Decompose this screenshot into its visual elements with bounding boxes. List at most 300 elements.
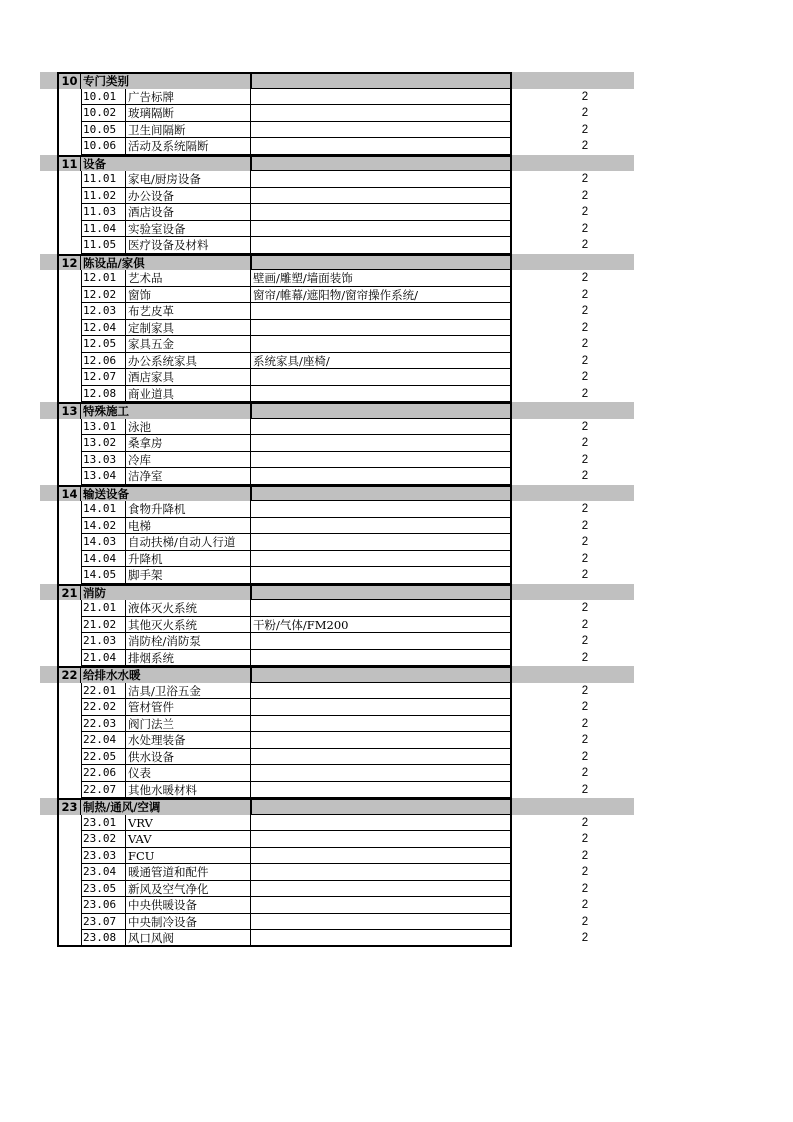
item-note: [250, 930, 512, 947]
item-row: [40, 914, 634, 931]
item-name: 广告标牌: [126, 89, 250, 106]
item-value: 2: [581, 470, 589, 482]
item-note: [250, 204, 512, 221]
row-indent-cell: [57, 501, 81, 518]
row-indent-cell: [57, 699, 81, 716]
item-value: 2: [581, 371, 589, 383]
item-row: [40, 765, 634, 782]
item-name: 酒店家具: [126, 369, 250, 386]
row-indent-cell: [57, 831, 81, 848]
item-code: 23.08: [81, 930, 126, 947]
item-note: [250, 221, 512, 238]
item-code: 23.03: [81, 848, 126, 865]
item-name: 消防栓/消防泵: [126, 633, 250, 650]
item-name: 卫生间隔断: [126, 122, 250, 139]
item-code: 12.07: [81, 369, 126, 386]
item-note: [250, 501, 512, 518]
item-value: 2: [581, 899, 589, 911]
row-indent-cell: [57, 89, 81, 106]
item-row: [40, 468, 634, 485]
item-note: [250, 831, 512, 848]
item-name: 艺术品: [126, 270, 250, 287]
category-title: 消防: [81, 584, 252, 601]
item-value: 2: [581, 552, 589, 565]
item-code: 10.06: [81, 138, 126, 155]
item-code: 12.01: [81, 270, 126, 287]
item-value: 2: [581, 387, 589, 400]
item-row: [40, 617, 634, 634]
item-name: VRV: [126, 815, 250, 832]
row-indent-cell: [57, 204, 81, 221]
item-value: 2: [581, 288, 589, 301]
row-indent-cell: [57, 897, 81, 914]
item-row: [40, 287, 634, 304]
item-row: [40, 336, 634, 353]
item-note: [250, 716, 512, 733]
row-indent-cell: [57, 468, 81, 485]
row-indent-cell: [57, 567, 81, 584]
item-row: [40, 683, 634, 700]
item-note: 干粉/气体/FM200: [250, 617, 512, 634]
item-value: 2: [581, 453, 589, 466]
row-indent-cell: [57, 237, 81, 254]
item-code: 23.05: [81, 881, 126, 898]
item-name: 泳池: [126, 419, 250, 436]
row-indent-cell: [57, 881, 81, 898]
row-indent-cell: [57, 287, 81, 304]
item-row: [40, 567, 634, 584]
item-note: [250, 864, 512, 881]
category-note-cell: [250, 155, 512, 172]
category-row: [40, 155, 634, 172]
item-name: 洁具/卫浴五金: [126, 683, 250, 700]
item-row: [40, 518, 634, 535]
row-indent-cell: [57, 270, 81, 287]
item-code: 12.06: [81, 353, 126, 370]
item-row: [40, 386, 634, 403]
item-code: 13.02: [81, 435, 126, 452]
item-code: 22.03: [81, 716, 126, 733]
category-number: 21: [57, 584, 81, 601]
item-value: 2: [581, 321, 589, 334]
item-value: 2: [581, 140, 589, 152]
item-name: 定制家具: [126, 320, 250, 337]
item-name: 阀门法兰: [126, 716, 250, 733]
item-row: [40, 435, 634, 452]
category-title: 制热/通风/空调: [81, 798, 252, 815]
item-note: [250, 518, 512, 535]
item-note: [250, 551, 512, 568]
item-code: 14.01: [81, 501, 126, 518]
item-note: [250, 881, 512, 898]
item-row: [40, 782, 634, 799]
category-note-cell: [250, 584, 512, 601]
item-value: 2: [581, 354, 589, 367]
item-row: [40, 732, 634, 749]
row-indent-cell: [57, 551, 81, 568]
category-note-cell: [250, 666, 512, 683]
item-code: 12.08: [81, 386, 126, 403]
category-note-cell: [250, 798, 512, 815]
item-note: [250, 419, 512, 436]
item-note: [250, 534, 512, 551]
item-note: [250, 336, 512, 353]
item-code: 22.07: [81, 782, 126, 799]
row-indent-cell: [57, 914, 81, 931]
item-note: [250, 320, 512, 337]
item-note: [250, 303, 512, 320]
item-value: 2: [581, 816, 589, 829]
item-row: [40, 633, 634, 650]
item-value: 2: [581, 503, 589, 515]
item-name: 实验室设备: [126, 221, 250, 238]
row-indent-cell: [57, 369, 81, 386]
category-number: 11: [57, 155, 81, 172]
item-value: 2: [581, 519, 589, 532]
item-code: 22.05: [81, 749, 126, 766]
row-indent-cell: [57, 864, 81, 881]
item-code: 11.05: [81, 237, 126, 254]
item-value: 2: [581, 750, 589, 763]
item-note: 窗帘/帷幕/遮阳物/窗帘操作系统/: [250, 287, 512, 304]
item-note: [250, 452, 512, 469]
item-value: 2: [581, 420, 589, 433]
item-name: 医疗设备及材料: [126, 237, 250, 254]
category-row: [40, 72, 634, 89]
item-value: 2: [581, 206, 589, 218]
item-note: [250, 89, 512, 106]
item-name: 洁净室: [126, 468, 250, 485]
item-code: 11.01: [81, 171, 126, 188]
item-note: [250, 782, 512, 799]
item-note: [250, 765, 512, 782]
item-code: 11.04: [81, 221, 126, 238]
item-note: [250, 386, 512, 403]
row-indent-cell: [57, 221, 81, 238]
item-note: [250, 732, 512, 749]
item-value: 2: [581, 618, 589, 631]
item-note: [250, 848, 512, 865]
item-row: [40, 864, 634, 881]
item-name: 管材管件: [126, 699, 250, 716]
item-code: 10.05: [81, 122, 126, 139]
item-note: [250, 650, 512, 667]
item-name: VAV: [126, 831, 250, 848]
item-note: [250, 188, 512, 205]
row-indent-cell: [57, 633, 81, 650]
item-code: 14.02: [81, 518, 126, 535]
item-name: 暖通管道和配件: [126, 864, 250, 881]
row-indent-cell: [57, 765, 81, 782]
item-note: [250, 435, 512, 452]
row-indent-cell: [57, 716, 81, 733]
item-code: 22.02: [81, 699, 126, 716]
category-number: 22: [57, 666, 81, 683]
item-code: 21.01: [81, 600, 126, 617]
item-row: [40, 188, 634, 205]
item-name: FCU: [126, 848, 250, 865]
row-indent-cell: [57, 353, 81, 370]
row-indent-cell: [57, 435, 81, 452]
row-indent-cell: [57, 650, 81, 667]
item-name: 其他水暖材料: [126, 782, 250, 799]
row-indent-cell: [57, 732, 81, 749]
item-name: 家电/厨房设备: [126, 171, 250, 188]
item-code: 12.05: [81, 336, 126, 353]
item-note: [250, 600, 512, 617]
item-name: 办公系统家具: [126, 353, 250, 370]
category-number: 12: [57, 254, 81, 271]
item-code: 13.01: [81, 419, 126, 436]
row-indent-cell: [57, 749, 81, 766]
item-value: 2: [581, 651, 589, 664]
item-name: 商业道具: [126, 386, 250, 403]
item-row: [40, 650, 634, 667]
item-row: [40, 419, 634, 436]
item-code: 23.04: [81, 864, 126, 881]
item-name: 办公设备: [126, 188, 250, 205]
item-row: [40, 138, 634, 155]
item-name: 升降机: [126, 551, 250, 568]
item-code: 10.01: [81, 89, 126, 106]
category-row: [40, 666, 634, 683]
item-code: 21.03: [81, 633, 126, 650]
item-row: [40, 534, 634, 551]
row-indent-cell: [57, 122, 81, 139]
item-name: 玻璃隔断: [126, 105, 250, 122]
item-code: 12.04: [81, 320, 126, 337]
item-row: [40, 237, 634, 254]
row-indent-cell: [57, 419, 81, 436]
row-indent-cell: [57, 105, 81, 122]
item-name: 冷库: [126, 452, 250, 469]
item-note: [250, 683, 512, 700]
item-value: 2: [581, 684, 589, 697]
item-row: [40, 171, 634, 188]
item-code: 11.02: [81, 188, 126, 205]
item-value: 2: [581, 189, 589, 202]
row-indent-cell: [57, 171, 81, 188]
item-code: 23.01: [81, 815, 126, 832]
item-name: 仪表: [126, 765, 250, 782]
item-code: 11.03: [81, 204, 126, 221]
row-indent-cell: [57, 600, 81, 617]
row-indent-cell: [57, 452, 81, 469]
item-value: 2: [581, 866, 589, 878]
item-value: 2: [581, 915, 589, 928]
item-value: 2: [581, 717, 589, 730]
item-note: [250, 369, 512, 386]
item-value: 2: [581, 173, 589, 185]
item-note: [250, 567, 512, 584]
item-name: 电梯: [126, 518, 250, 535]
item-code: 23.06: [81, 897, 126, 914]
item-note: 壁画/雕塑/墙面装饰: [250, 270, 512, 287]
item-row: [40, 303, 634, 320]
item-code: 12.03: [81, 303, 126, 320]
item-row: [40, 716, 634, 733]
row-indent-cell: [57, 534, 81, 551]
item-value: 2: [581, 635, 589, 647]
item-name: 活动及系统隔断: [126, 138, 250, 155]
item-code: 22.06: [81, 765, 126, 782]
category-row: [40, 584, 634, 601]
item-name: 桑拿房: [126, 435, 250, 452]
category-note-cell: [250, 485, 512, 502]
item-row: [40, 930, 634, 947]
row-indent-cell: [57, 518, 81, 535]
item-row: [40, 848, 634, 865]
item-value: 2: [581, 569, 589, 581]
item-note: [250, 815, 512, 832]
item-code: 22.04: [81, 732, 126, 749]
item-row: [40, 600, 634, 617]
category-number: 10: [57, 72, 81, 89]
item-value: 2: [581, 849, 589, 862]
item-row: [40, 815, 634, 832]
category-title: 陈设品/家俱: [81, 254, 252, 271]
item-code: 14.05: [81, 567, 126, 584]
category-number: 14: [57, 485, 81, 502]
category-title: 特殊施工: [81, 402, 252, 419]
item-name: 脚手架: [126, 567, 250, 584]
row-indent-cell: [57, 386, 81, 403]
item-value: 2: [581, 90, 589, 103]
item-note: 系统家具/座椅/: [250, 353, 512, 370]
item-value: 2: [581, 882, 589, 895]
row-indent-cell: [57, 303, 81, 320]
item-name: 风口风阀: [126, 930, 250, 947]
item-row: [40, 452, 634, 469]
category-row: [40, 402, 634, 419]
item-name: 液体灭火系统: [126, 600, 250, 617]
item-note: [250, 914, 512, 931]
item-value: 2: [581, 783, 589, 796]
category-number: 13: [57, 402, 81, 419]
item-note: [250, 122, 512, 139]
item-name: 窗饰: [126, 287, 250, 304]
item-note: [250, 138, 512, 155]
category-number: 23: [57, 798, 81, 815]
item-value: 2: [581, 222, 589, 235]
row-indent-cell: [57, 138, 81, 155]
row-indent-cell: [57, 320, 81, 337]
category-title: 专门类别: [81, 72, 252, 89]
item-code: 14.04: [81, 551, 126, 568]
item-name: 家具五金: [126, 336, 250, 353]
item-value: 2: [581, 701, 589, 713]
item-value: 2: [581, 123, 589, 136]
item-row: [40, 89, 634, 106]
item-name: 中央制冷设备: [126, 914, 250, 931]
item-code: 10.02: [81, 105, 126, 122]
item-value: 2: [581, 734, 589, 746]
item-value: 2: [581, 239, 589, 251]
item-value: 2: [581, 932, 589, 944]
item-row: [40, 353, 634, 370]
item-name: 酒店设备: [126, 204, 250, 221]
item-note: [250, 105, 512, 122]
item-code: 21.02: [81, 617, 126, 634]
item-note: [250, 749, 512, 766]
item-name: 其他灭火系统: [126, 617, 250, 634]
item-code: 21.04: [81, 650, 126, 667]
item-name: 排烟系统: [126, 650, 250, 667]
item-row: [40, 897, 634, 914]
item-note: [250, 171, 512, 188]
item-name: 自动扶梯/自动人行道: [126, 534, 250, 551]
item-value: 2: [581, 437, 589, 449]
item-code: 14.03: [81, 534, 126, 551]
item-note: [250, 237, 512, 254]
item-code: 22.01: [81, 683, 126, 700]
item-note: [250, 633, 512, 650]
item-row: [40, 699, 634, 716]
item-name: 供水设备: [126, 749, 250, 766]
item-code: 13.03: [81, 452, 126, 469]
row-indent-cell: [57, 815, 81, 832]
item-row: [40, 881, 634, 898]
category-title: 输送设备: [81, 485, 252, 502]
item-row: [40, 221, 634, 238]
item-row: [40, 369, 634, 386]
row-indent-cell: [57, 782, 81, 799]
row-indent-cell: [57, 336, 81, 353]
item-row: [40, 320, 634, 337]
item-row: [40, 122, 634, 139]
item-row: [40, 270, 634, 287]
item-name: 新风及空气净化: [126, 881, 250, 898]
item-value: 2: [581, 536, 589, 548]
item-note: [250, 699, 512, 716]
item-code: 12.02: [81, 287, 126, 304]
category-row: [40, 798, 634, 815]
row-indent-cell: [57, 617, 81, 634]
item-note: [250, 897, 512, 914]
category-note-cell: [250, 254, 512, 271]
category-sheet: [40, 72, 634, 947]
row-indent-cell: [57, 848, 81, 865]
category-note-cell: [250, 72, 512, 89]
category-row: [40, 485, 634, 502]
item-name: 食物升降机: [126, 501, 250, 518]
item-row: [40, 501, 634, 518]
item-value: 2: [581, 272, 589, 284]
item-name: 布艺皮革: [126, 303, 250, 320]
item-value: 2: [581, 338, 589, 350]
item-code: 23.02: [81, 831, 126, 848]
item-name: 水处理装备: [126, 732, 250, 749]
item-code: 23.07: [81, 914, 126, 931]
category-row: [40, 254, 634, 271]
item-row: [40, 749, 634, 766]
item-code: 13.04: [81, 468, 126, 485]
item-name: 中央供暖设备: [126, 897, 250, 914]
item-row: [40, 105, 634, 122]
item-value: 2: [581, 833, 589, 845]
category-note-cell: [250, 402, 512, 419]
item-value: 2: [581, 305, 589, 317]
item-row: [40, 551, 634, 568]
item-note: [250, 468, 512, 485]
item-value: 2: [581, 767, 589, 779]
category-title: 给排水水暖: [81, 666, 252, 683]
item-row: [40, 204, 634, 221]
row-indent-cell: [57, 683, 81, 700]
item-value: 2: [581, 602, 589, 614]
row-indent-cell: [57, 930, 81, 947]
item-value: 2: [581, 107, 589, 119]
